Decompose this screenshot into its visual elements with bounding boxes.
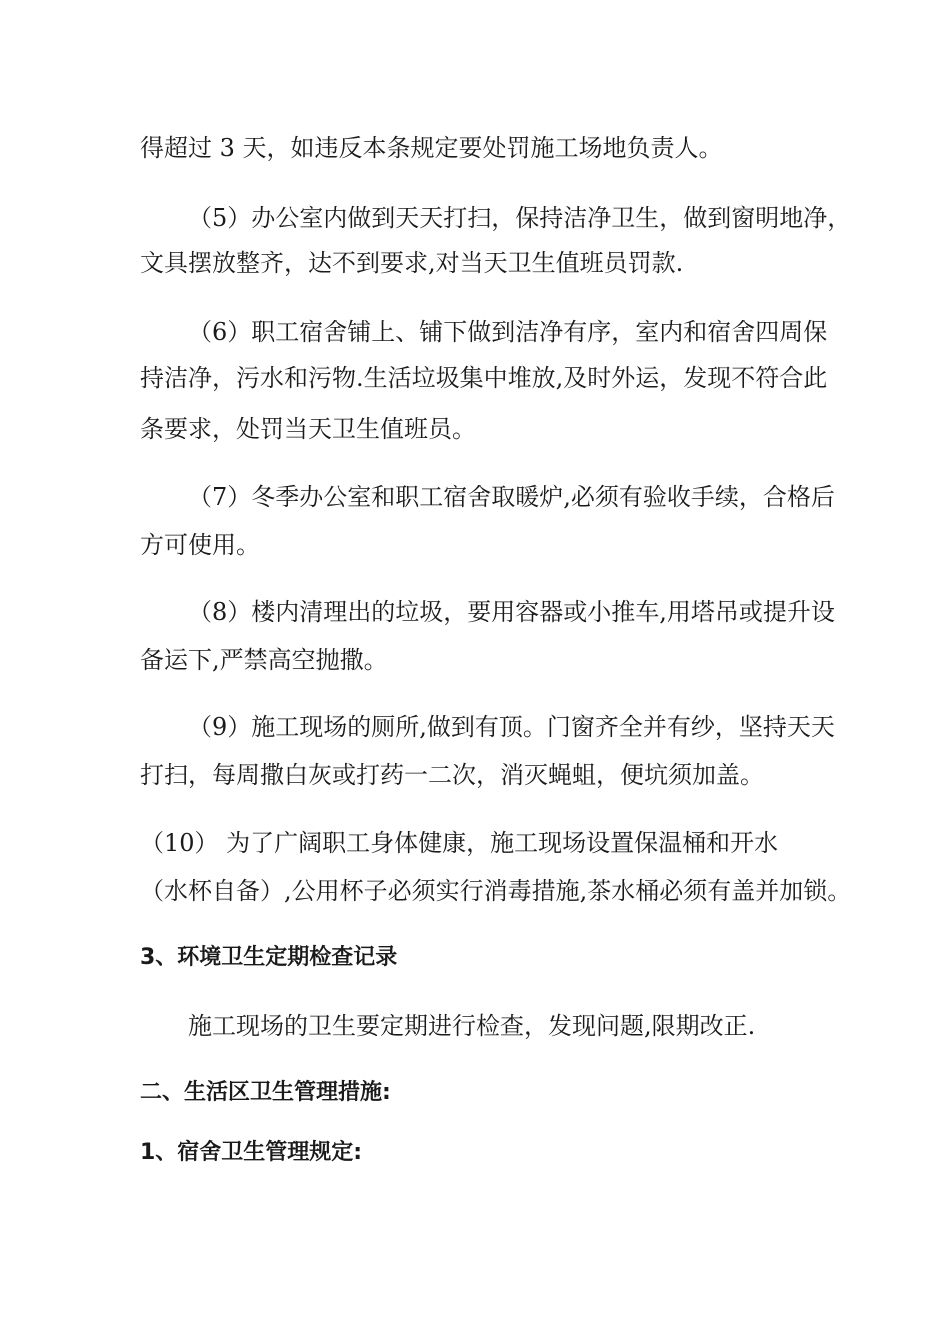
paragraph-line: 条要求，处罚当天卫生值班员。 [140,415,476,443]
paragraph-line: （9）施工现场的厕所,做到有顶。门窗齐全并有纱，坚持天天 [188,713,835,741]
paragraph-line: （7）冬季办公室和职工宿舍取暖炉,必须有验收手续，合格后 [188,483,835,511]
paragraph-line: （8）楼内清理出的垃圾，要用容器或小推车,用塔吊或提升设 [188,598,835,626]
paragraph-line: 文具摆放整齐，达不到要求,对当天卫生值班员罚款. [140,249,684,277]
paragraph-line: 备运下,严禁高空抛撒。 [140,646,388,674]
paragraph-line: 方可使用。 [140,531,260,559]
paragraph-line: （6）职工宿舍铺上、铺下做到洁净有序，室内和宿舍四周保 [188,318,828,346]
section-heading: 二、生活区卫生管理措施: [140,1080,391,1105]
paragraph-line: （10） 为了广阔职工身体健康，施工现场设置保温桶和开水 [140,829,779,857]
paragraph-line: 施工现场的卫生要定期进行检查，发现问题,限期改正. [188,1012,756,1040]
paragraph-line: 持洁净，污水和污物.生活垃圾集中堆放,及时外运，发现不符合此 [140,364,828,392]
paragraph-line: 打扫，每周撒白灰或打药一二次，消灭蝇蛆，便坑须加盖。 [140,761,764,789]
paragraph-line: （5）办公室内做到天天打扫，保持洁净卫生，做到窗明地净， [188,204,852,232]
section-heading: 3、环境卫生定期检查记录 [140,945,398,970]
paragraph-line: 得超过 3 天，如违反本条规定要处罚施工场地负责人。 [140,134,723,162]
subsection-heading: 1、宿舍卫生管理规定: [140,1140,363,1165]
paragraph-line: （水杯自备）,公用杯子必须实行消毒措施,茶水桶必须有盖并加锁。 [140,877,852,905]
